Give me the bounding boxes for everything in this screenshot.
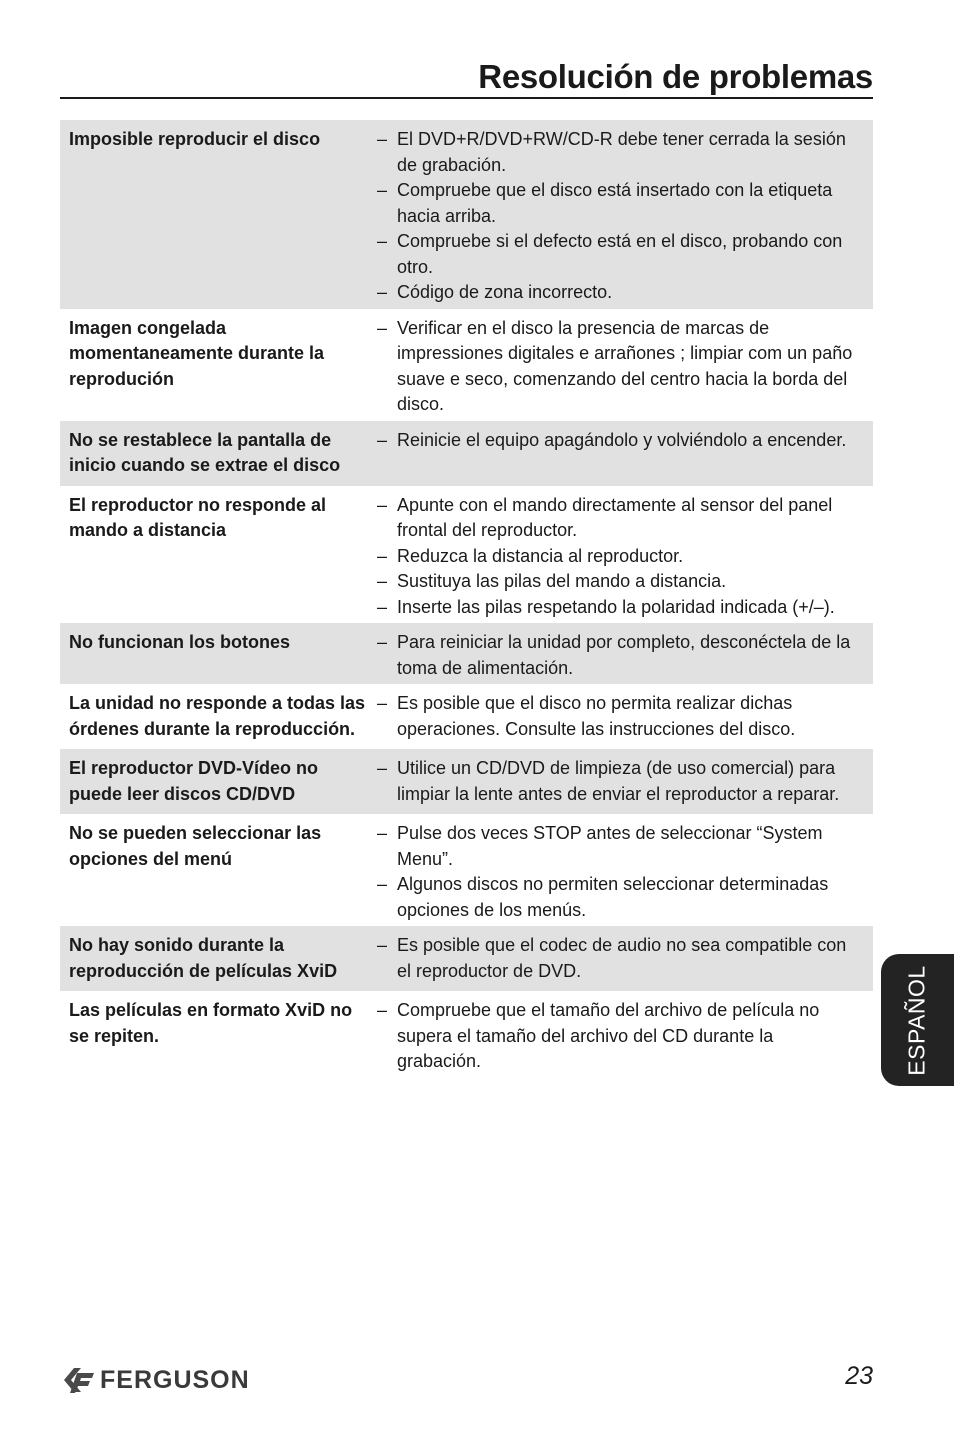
ferguson-logo-icon bbox=[62, 1365, 96, 1395]
table-row bbox=[60, 991, 873, 1078]
solution-list bbox=[377, 120, 873, 309]
table-row bbox=[60, 421, 873, 486]
solution-list bbox=[377, 309, 873, 421]
solution-item: – Reinicie el equipo apagándolo y volviéndolo a encender. bbox=[377, 428, 853, 454]
solution-item: – Código de zona incorrecto. bbox=[377, 280, 853, 306]
solution-item: – El DVD+R/DVD+RW/CD-R debe tener cerrada la sesión de grabación. bbox=[377, 127, 853, 178]
solution-list bbox=[377, 749, 873, 814]
table-row bbox=[60, 926, 873, 991]
solution-list bbox=[377, 814, 873, 926]
solution-item: – Sustituya las pilas del mando a distancia. bbox=[377, 569, 853, 595]
brand-logo bbox=[62, 1363, 250, 1397]
solution-item: – Verificar en el disco la presencia de marcas de impressiones digitales e arrañones ; limpiar com un paño suave e seco, comenzando del centro hacia la borda del disco. bbox=[377, 316, 853, 418]
problem-cell: No hay sonido durante la reproducción de películas XviD bbox=[69, 935, 338, 981]
title-rule bbox=[60, 97, 873, 99]
solution-item: – Algunos discos no permiten seleccionar determinadas opciones de los menús. bbox=[377, 872, 853, 923]
problem-cell: No se pueden seleccionar las opciones del menú bbox=[69, 823, 322, 869]
solution-item: – Apunte con el mando directamente al sensor del panel frontal del reproductor. bbox=[377, 493, 853, 544]
table-row bbox=[60, 486, 873, 624]
solution-item: – Es posible que el codec de audio no sea compatible con el reproductor de DVD. bbox=[377, 933, 853, 984]
problem-cell: Imagen congelada momentaneamente durante la reprodución bbox=[69, 317, 325, 389]
table-row bbox=[60, 814, 873, 926]
problem-cell: Las películas en formato XviD no se repiten. bbox=[69, 1000, 353, 1046]
table-row bbox=[60, 120, 873, 309]
problem-cell: El reproductor no responde al mando a distancia bbox=[69, 494, 327, 540]
solution-item: – Para reiniciar la unidad por completo, desconéctela de la toma de alimentación. bbox=[377, 630, 853, 681]
table-row bbox=[60, 684, 873, 749]
problem-cell: No se restablece la pantalla de inicio cuando se extrae el disco bbox=[69, 429, 341, 475]
solution-item: – Compruebe que el tamaño del archivo de película no supera el tamaño del archivo del CD durante la grabación. bbox=[377, 998, 853, 1075]
table-row bbox=[60, 623, 873, 684]
solution-item: – Compruebe si el defecto está en el disco, probando con otro. bbox=[377, 229, 853, 280]
solution-item: – Pulse dos veces STOP antes de seleccionar “System Menu”. bbox=[377, 821, 853, 872]
solution-item: – Inserte las pilas respetando la polaridad indicada (+/–). bbox=[377, 595, 853, 621]
problem-cell: Imposible reproducir el disco bbox=[69, 129, 321, 149]
solution-list bbox=[377, 623, 873, 684]
solution-item: – Utilice un CD/DVD de limpieza (de uso comercial) para limpiar la lente antes de enviar el reproductor a reparar. bbox=[377, 756, 853, 807]
solution-item: – Reduzca la distancia al reproductor. bbox=[377, 544, 853, 570]
solution-item: – Es posible que el disco no permita realizar dichas operaciones. Consulte las instrucciones del disco. bbox=[377, 691, 853, 742]
solution-list bbox=[377, 684, 873, 749]
page-title: Resolución de problemas bbox=[478, 58, 873, 95]
page-number: 23 bbox=[845, 1362, 873, 1390]
solution-list bbox=[377, 991, 873, 1078]
brand-wordmark: FERGUSON bbox=[100, 1365, 250, 1394]
language-tab-label: ESPAÑOL bbox=[904, 964, 931, 1076]
language-tab bbox=[881, 954, 954, 1086]
table-row bbox=[60, 749, 873, 814]
table-row bbox=[60, 309, 873, 421]
problem-cell: La unidad no responde a todas las órdenes durante la reproducción. bbox=[69, 693, 366, 739]
solution-list bbox=[377, 926, 873, 991]
solution-list bbox=[377, 421, 873, 486]
solution-item: – Compruebe que el disco está insertado con la etiqueta hacia arriba. bbox=[377, 178, 853, 229]
problem-cell: No funcionan los botones bbox=[69, 632, 290, 652]
solution-list bbox=[377, 486, 873, 624]
troubleshooting-table bbox=[60, 120, 873, 1078]
problem-cell: El reproductor DVD-Vídeo no puede leer discos CD/DVD bbox=[69, 758, 319, 804]
